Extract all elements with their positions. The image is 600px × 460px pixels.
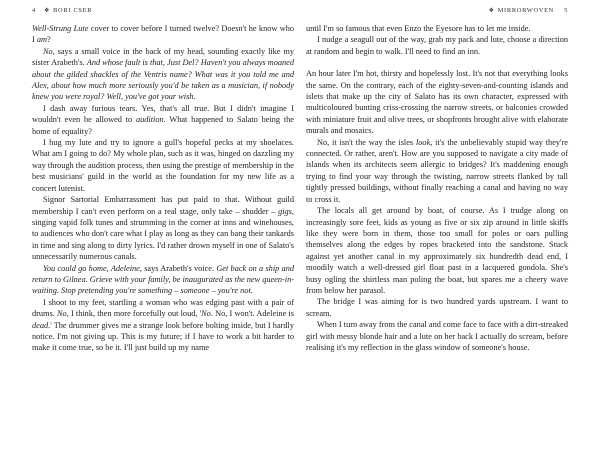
- ornament-icon: ❖: [488, 8, 495, 14]
- text-run: The bridge I was aiming for is two hundred yards upstream. I want to scream.: [306, 297, 568, 318]
- paragraph: [32, 23, 294, 46]
- running-head-title: [489, 7, 554, 14]
- italic-run: am: [36, 35, 47, 45]
- italic-run: audition: [135, 115, 164, 125]
- right-page-header: [306, 7, 568, 18]
- italic-run: No: [201, 309, 211, 319]
- ornament-icon: ❖: [44, 8, 51, 14]
- left-page: [32, 0, 294, 460]
- text-run: , says Arabeth's voice.: [139, 263, 217, 273]
- right-page: [306, 0, 568, 460]
- text-run: , singing vapid folk tunes and strumming in the corner at inns and winehouses, to audiences who don't care what I play as long as they can bang their tankards in time and sing along to dirty lyrics. I'd rather drown myself in one of Salato's unnecessarily numerous canals.: [32, 206, 294, 262]
- page-number-right: 5: [564, 7, 568, 14]
- running-head-author: [44, 7, 92, 14]
- page-number-left: 4: [32, 7, 36, 14]
- paragraph: [306, 296, 568, 319]
- text-run: until I'm so famous that even Enzo the Eyesore has to let me inside.: [306, 24, 531, 33]
- left-page-body: [32, 23, 294, 354]
- text-run: . No, I won't. Adeleine is: [210, 309, 294, 319]
- text-run: I dash away furious tears. Yes, that's all true. But I didn't imagine I wouldn't even be allowed to: [32, 103, 294, 125]
- italic-run: No: [43, 46, 53, 56]
- italic-run: And whose fault is that, Just Del? Haven't you always moaned about the gilded shackles of the Ventris name? What was it you told me and Alex, about how much more seriously you'd be taken as a musician, if nobody knew you were royal? Well, you've got your wish.: [32, 58, 294, 102]
- paragraph: [306, 319, 568, 353]
- italic-run: Get back on a ship and return to Gilnea. Grieve with your family, be inaugurated as the new queen-in-waiting. Stop pretending you're something – someone – you're not.: [32, 263, 294, 296]
- text-run: I nudge a seagull out of the way, grab my pack and lute, choose a direction at random and begin to walk. I'll need to find an inn.: [306, 35, 568, 56]
- paragraph: [306, 205, 568, 296]
- italic-run: gigs: [278, 206, 292, 216]
- italic-run: dead: [32, 320, 49, 330]
- text-run: , it's the unbelievably stupid way they're connected. Or rather, aren't. How are you supposed to navigate a city made of islands when its architects seem allergic to bridges? It's maddening enough trying to find your way through the twisting, narrow streets flanked by tall tightly pressed buildings, without finally reaching a canal and having no way to cross it.: [306, 137, 568, 204]
- text-run: Signor Sartorial Embarrassment has put paid to that. Without guild membership I can't even perform on a real stage, only take – shudder –: [32, 195, 294, 216]
- paragraph: [32, 103, 294, 137]
- paragraph: [306, 68, 568, 136]
- paragraph: [306, 34, 568, 57]
- text-run: .' The drummer gives me a strange look before bolting inside, but I hardly notice. I'm not giving up. This is my future; if I have to work a bit harder to make it come true, so be it. I'll just build up my name: [32, 320, 294, 353]
- paragraph: [32, 297, 294, 354]
- text-run: . What happened to Salato being the home of equality?: [32, 115, 294, 136]
- paragraph: [32, 194, 294, 262]
- paragraph: [32, 137, 294, 194]
- paragraph: [306, 137, 568, 205]
- running-head-author-text: BORI CSER: [53, 7, 93, 14]
- paragraph: [306, 23, 568, 34]
- italic-run: look: [415, 137, 431, 147]
- left-page-header: [32, 7, 294, 18]
- running-head-title-text: MIRRORWOVEN: [497, 7, 554, 14]
- text-run: ?: [46, 35, 51, 45]
- italic-run: No: [57, 309, 67, 319]
- text-run: , says a small voice in the back of my head, sounding exactly like my sister Arabeth's.: [32, 46, 294, 68]
- text-run: cover to cover before I turned twelve? Doesn't he know who I: [32, 24, 294, 45]
- text-run: , I think, then more forcefully out loud, ': [66, 309, 202, 319]
- text-run: No, it isn't the way the isles: [317, 137, 416, 147]
- text-run: When I turn away from the canal and come face to face with a dirt-streaked girl with messy blonde hair and a lute on her back I actually do scream, before realising it's my reflection in the glass window of someone's house.: [306, 320, 568, 352]
- text-run: The locals all get around by boat, of course. As I trudge along on increasingly sore feet, kids as young as five or six zip around in little skiffs like they were born in them, those too small for poles or oars pulling themselves along the edges by ropes bracketed into the sandstone. Stuck against yet another canal in my approximately six hundredth dead end, I moodily watch a well-dressed girl float past in a lacquered gondola. She's busy ogling the shirtless man poling the boat, but spares me a cheery wave from below her parasol.: [306, 206, 568, 295]
- italic-run: Well-Strung Lute: [32, 24, 89, 33]
- italic-run: You could go home, Adeleine: [43, 263, 140, 273]
- text-run: An hour later I'm hot, thirsty and hopelessly lost. It's not that everything looks the same. On the contrary, each of the eighty-seven-and-counting islands and islets that make up the city of Salato has its own character, expressed with multicoloured bunting criss-crossing the narrow streets, or balconies crowded with miniature fruit and olive trees, or shopfronts brought alive with elaborate murals and mosaics.: [306, 69, 568, 136]
- paragraph: [32, 46, 294, 103]
- text-run: I shoot to my feet, startling a woman who was edging past with a pair of drums.: [32, 297, 294, 319]
- text-run: I hug my lute and try to ignore a gull's hopeful pecks at my shoelaces. What am I going to do? My whole plan, such as it was, hinged on dazzling my way through the audition process, then using the prestige of membership in the best musicians' guild in the world as the foundation for my new life as a concert lutenist.: [32, 138, 294, 193]
- paragraph: [32, 263, 294, 297]
- right-page-body: [306, 23, 568, 353]
